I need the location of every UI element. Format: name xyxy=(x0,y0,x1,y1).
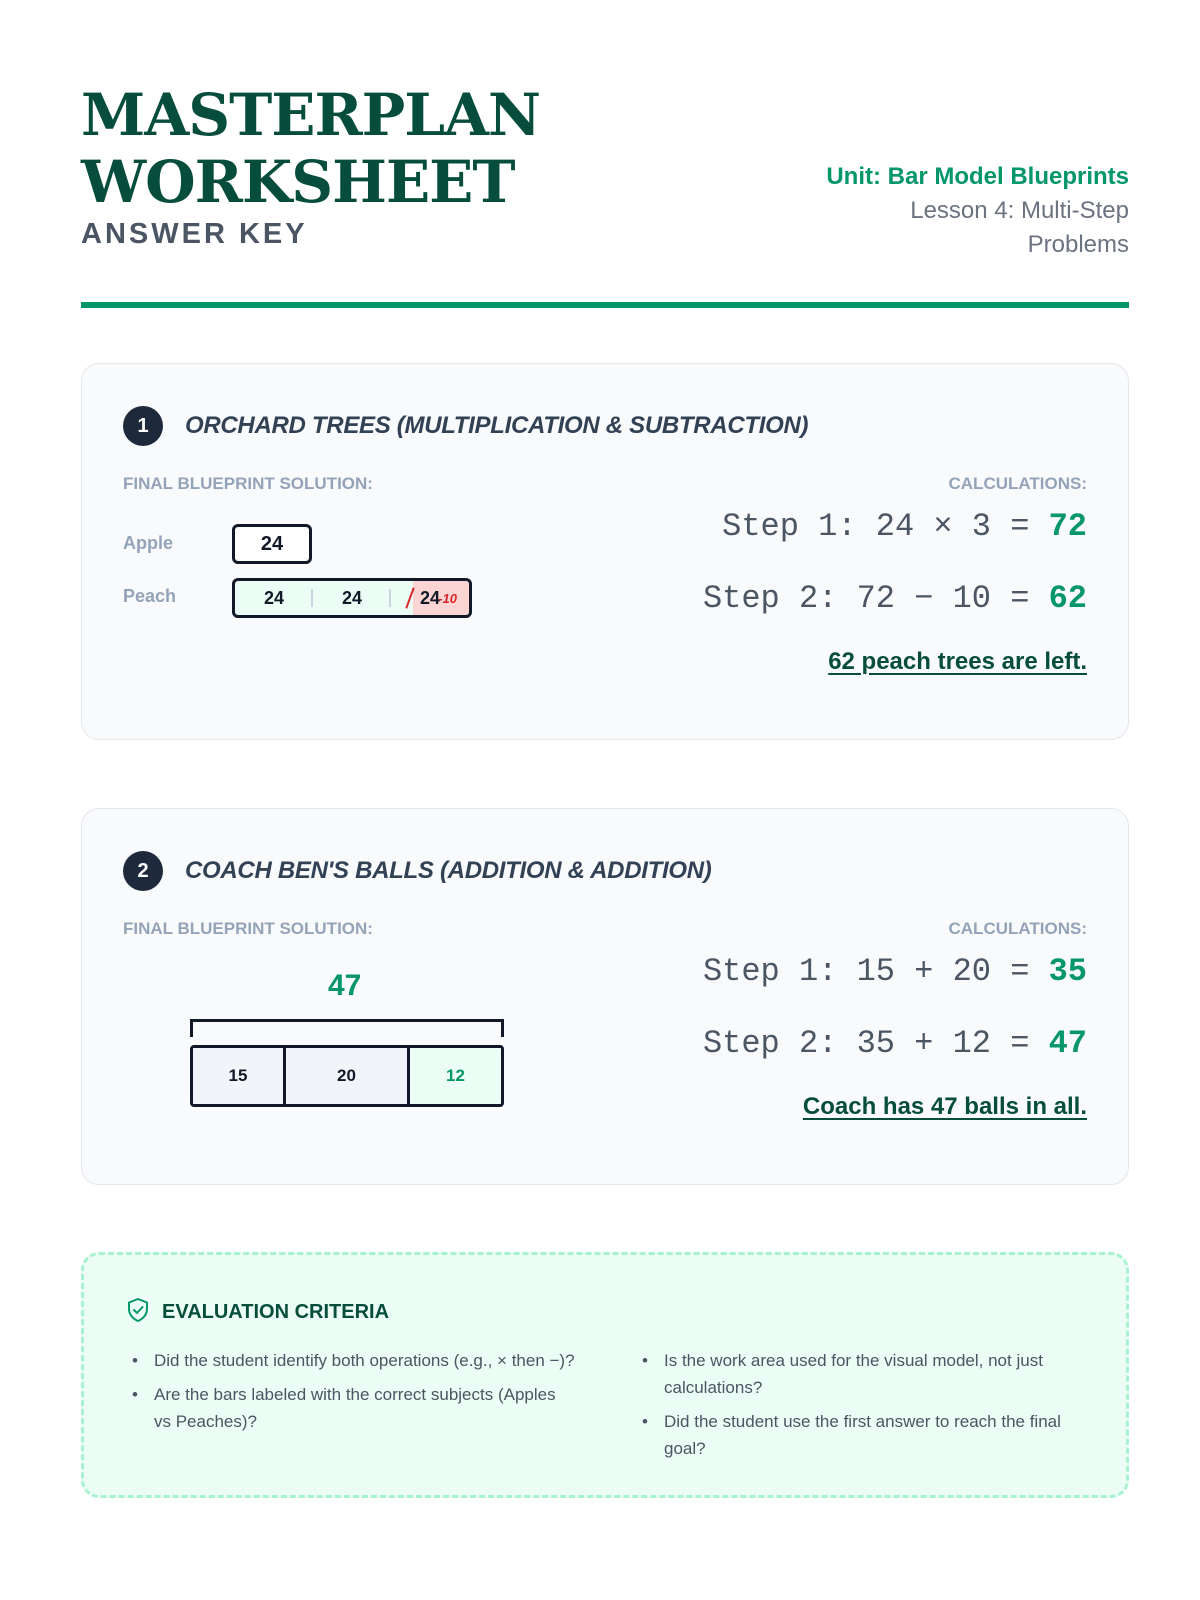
balls-bar xyxy=(190,1045,504,1107)
solution-label: FINAL BLUEPRINT SOLUTION: xyxy=(123,474,373,493)
final-answer: Coach has 47 balls in all. xyxy=(802,1093,1087,1120)
step-1-result: 72 xyxy=(1048,508,1087,545)
calculations-label: CALCULATIONS: xyxy=(948,919,1087,938)
header xyxy=(81,81,1129,258)
evaluation-title: EVALUATION CRITERIA xyxy=(162,1301,390,1323)
title-line-1: MASTERPLAN xyxy=(81,81,541,149)
step-2-result: 62 xyxy=(1048,580,1087,617)
lesson-line-1: Lesson 4: Multi-Step xyxy=(910,197,1129,224)
page-subtitle: ANSWER KEY xyxy=(81,218,308,250)
apple-bar: 24 xyxy=(232,524,312,564)
calculations-label: CALCULATIONS: xyxy=(948,474,1087,493)
calc-step-1: Step 1: 15 + 20 = 35 xyxy=(702,953,1087,990)
unit-info xyxy=(789,160,1129,262)
criteria-item: • Is the work area used for the visual model, not just calculations? xyxy=(636,1347,1086,1401)
calc-step-1: Step 1: 24 × 3 = 72 xyxy=(722,508,1087,545)
problem-card-1 xyxy=(81,363,1129,740)
problem-title: COACH BEN'S BALLS (ADDITION & ADDITION) xyxy=(185,857,712,884)
criteria-item: • Did the student identify both operations (e.g., × then −)? xyxy=(126,1347,576,1374)
problem-number-badge: 1 xyxy=(123,406,163,446)
step-2-result: 47 xyxy=(1048,1025,1087,1062)
apple-row-label: Apple xyxy=(123,533,174,553)
bar-segment-added: 12 xyxy=(410,1048,501,1104)
peach-segment: 24 xyxy=(235,581,313,615)
calc-step-2: Step 2: 35 + 12 = 47 xyxy=(702,1025,1087,1062)
total-label: 47 xyxy=(328,969,362,1002)
calc-step-2: Step 2: 72 − 10 = 62 xyxy=(702,580,1087,617)
step-1-result: 35 xyxy=(1048,953,1087,990)
solution-label: FINAL BLUEPRINT SOLUTION: xyxy=(123,919,373,938)
bar-segment: 15 xyxy=(193,1048,286,1104)
unit-name: Unit: Bar Model Blueprints xyxy=(826,163,1129,190)
title-line-2: WORKSHEET xyxy=(81,148,515,216)
criteria-item: • Are the bars labeled with the correct subjects (Apples vs Peaches)? xyxy=(126,1381,576,1435)
lesson-line-2: Problems xyxy=(1027,231,1129,258)
evaluation-heading xyxy=(126,1297,389,1328)
peach-segment-crossed: 24 -10 xyxy=(391,581,469,615)
peach-row-label: Peach xyxy=(123,586,177,606)
evaluation-criteria-box xyxy=(81,1252,1129,1498)
problem-card-2 xyxy=(81,808,1129,1185)
shield-check-icon xyxy=(126,1297,150,1328)
peach-segment: 24 xyxy=(313,581,391,615)
criteria-columns xyxy=(126,1347,1086,1469)
problem-2-heading xyxy=(123,851,711,891)
final-answer: 62 peach trees are left. xyxy=(828,648,1087,675)
subtracted-amount-label: -10 xyxy=(438,591,457,606)
total-bracket xyxy=(190,1019,504,1037)
problem-1-heading xyxy=(123,406,808,446)
criteria-item: • Did the student use the first answer to reach the final goal? xyxy=(636,1408,1086,1462)
criteria-column-right xyxy=(636,1347,1086,1469)
problem-title: ORCHARD TREES (MULTIPLICATION & SUBTRACTION) xyxy=(185,412,809,439)
problem-number-badge: 2 xyxy=(123,851,163,891)
bar-segment: 20 xyxy=(286,1048,410,1104)
header-divider xyxy=(81,302,1129,308)
peach-bar xyxy=(232,578,472,618)
criteria-column-left xyxy=(126,1347,576,1469)
